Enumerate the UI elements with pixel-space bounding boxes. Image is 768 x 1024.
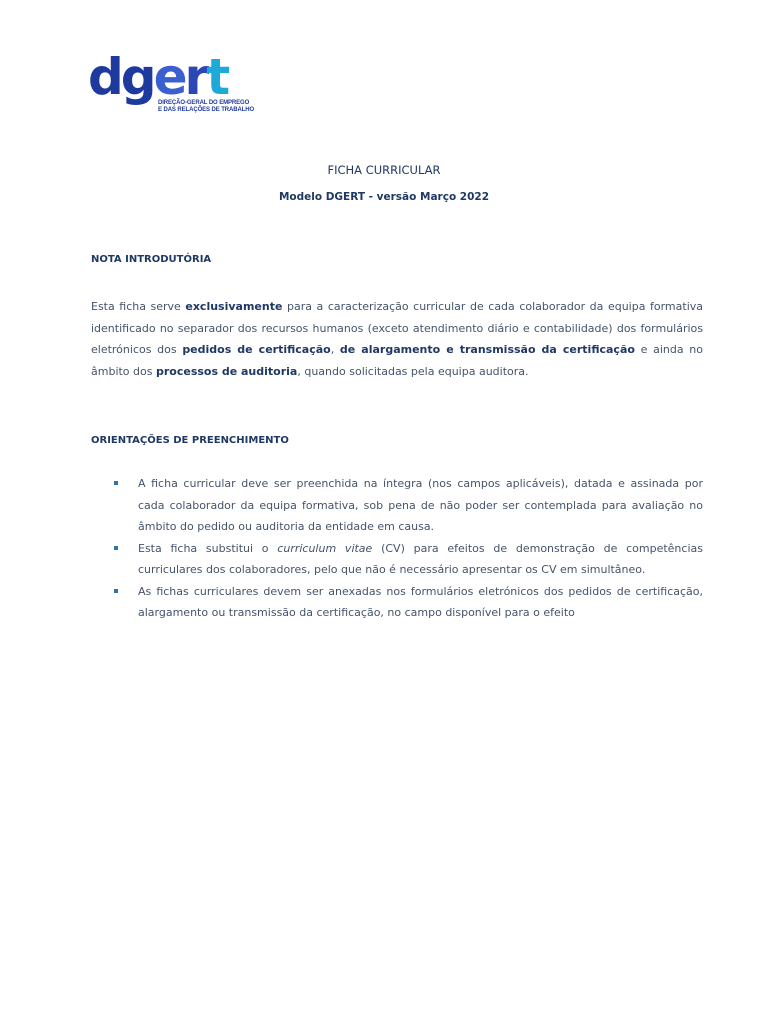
list-item: As fichas curriculares devem ser anexadas nos formulários eletrónicos dos pedidos de certificação, alargamento ou transmissão da certificação, no campo disponível para o efeito — [110, 581, 703, 624]
logo-subtitle: DIREÇÃO-GERAL DO EMPREGO E DAS RELAÇÕES DE TRABALHO — [158, 100, 255, 113]
square-bullet-icon — [114, 546, 118, 550]
list-item: Esta ficha substitui o curriculum vitae (CV) para efeitos de demonstração de competências curriculares dos colaboradores, pelo que não é necessário apresentar os CV em simultâneo. — [110, 538, 703, 581]
intro-paragraph: Esta ficha serve exclusivamente para a caracterização curricular de cada colaborador da equipa formativa identificado no separador dos recursos humanos (exceto atendimento diário e contabilidade) dos formulários eletrónicos dos pedidos de certificação, de alargamento e transmissão da certificação e ainda no âmbito dos processos de auditoria, quando solicitadas pela equipa auditora. — [91, 300, 704, 378]
intro-heading: NOTA INTRODUTÓRIA — [91, 254, 212, 265]
guidelines-heading: ORIENTAÇÕES DE PREENCHIMENTO — [91, 435, 289, 446]
logo-wordmark: dgert — [88, 48, 228, 106]
guidelines-list — [110, 473, 703, 624]
list-item: A ficha curricular deve ser preenchida na íntegra (nos campos aplicáveis), datada e assinada por cada colaborador da equipa formativa, sob pena de não poder ser contemplada para avaliação no âmbito do pedido ou auditoria da entidade em causa. — [110, 473, 703, 538]
square-bullet-icon — [114, 481, 118, 485]
dgert-logo — [88, 48, 255, 118]
square-bullet-icon — [114, 589, 118, 593]
document-title: FICHA CURRICULAR — [327, 163, 441, 177]
document-subtitle: Modelo DGERT - versão Março 2022 — [278, 191, 490, 203]
